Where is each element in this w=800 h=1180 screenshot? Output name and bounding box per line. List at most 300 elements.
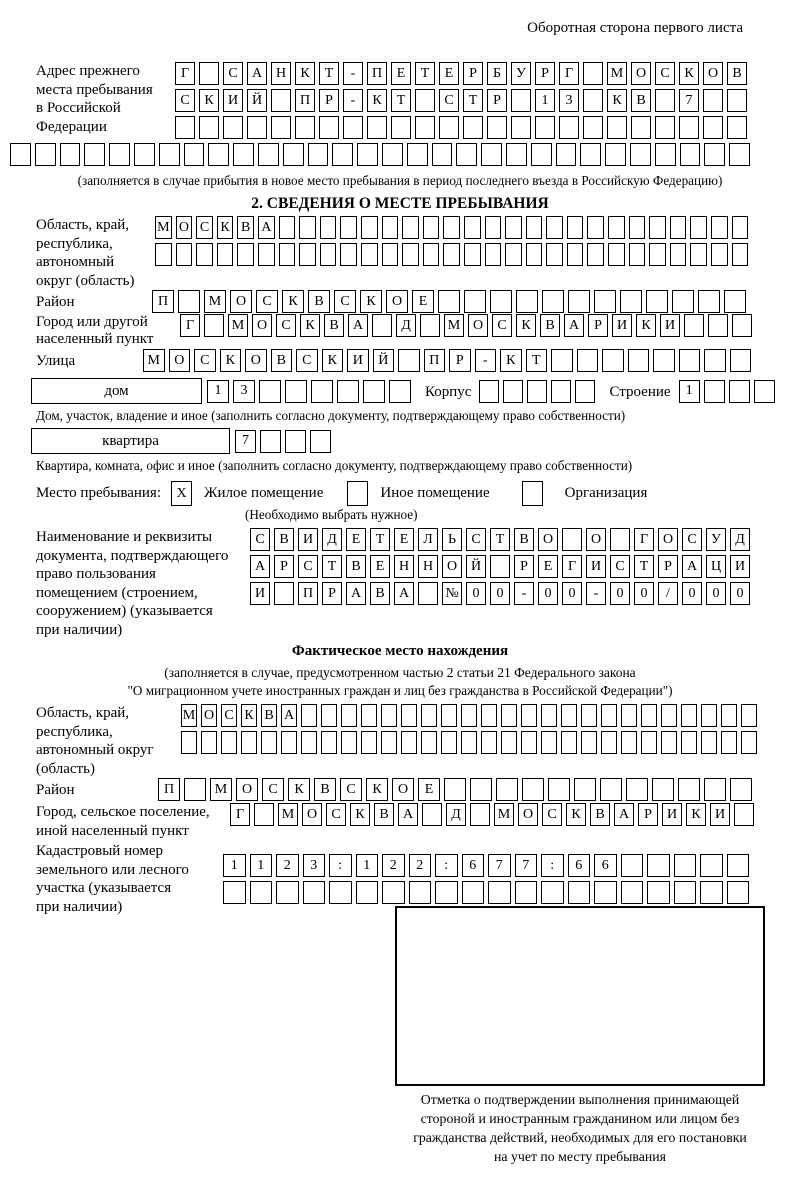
- form-cell[interactable]: [250, 881, 273, 904]
- form-cell[interactable]: Й: [466, 555, 486, 578]
- form-cell[interactable]: [678, 778, 700, 801]
- form-cell[interactable]: О: [230, 290, 252, 313]
- form-cell[interactable]: [653, 349, 675, 372]
- form-cell[interactable]: К: [282, 290, 304, 313]
- form-cell[interactable]: 1: [223, 854, 246, 877]
- form-cell[interactable]: [382, 143, 403, 166]
- form-cell[interactable]: [754, 380, 775, 403]
- form-cell[interactable]: О: [169, 349, 191, 372]
- form-cell[interactable]: [703, 116, 723, 139]
- form-cell[interactable]: [551, 349, 573, 372]
- form-cell[interactable]: [732, 243, 749, 266]
- form-cell[interactable]: П: [298, 582, 318, 605]
- form-cell[interactable]: [700, 854, 723, 877]
- form-cell[interactable]: К: [220, 349, 242, 372]
- form-cell[interactable]: [196, 243, 213, 266]
- form-cell[interactable]: С: [542, 803, 562, 826]
- form-cell[interactable]: О: [468, 314, 488, 337]
- form-cell[interactable]: Б: [487, 62, 507, 85]
- form-cell[interactable]: [260, 430, 281, 453]
- form-cell[interactable]: [646, 290, 668, 313]
- form-cell[interactable]: [730, 778, 752, 801]
- form-cell[interactable]: Р: [535, 62, 555, 85]
- form-cell[interactable]: 1: [356, 854, 379, 877]
- form-cell[interactable]: С: [296, 349, 318, 372]
- form-cell[interactable]: А: [281, 704, 297, 727]
- form-cell[interactable]: С: [223, 62, 243, 85]
- form-cell[interactable]: -: [586, 582, 606, 605]
- form-cell[interactable]: [670, 243, 687, 266]
- form-cell[interactable]: [443, 243, 460, 266]
- form-cell[interactable]: [679, 349, 701, 372]
- form-cell[interactable]: [258, 143, 279, 166]
- form-cell[interactable]: [594, 290, 616, 313]
- form-cell[interactable]: [421, 704, 437, 727]
- form-cell[interactable]: [361, 731, 377, 754]
- form-cell[interactable]: [587, 216, 604, 239]
- form-cell[interactable]: К: [366, 778, 388, 801]
- form-cell[interactable]: [621, 731, 637, 754]
- form-cell[interactable]: [175, 116, 195, 139]
- form-cell[interactable]: [485, 216, 502, 239]
- form-cell[interactable]: [521, 731, 537, 754]
- form-cell[interactable]: [575, 380, 595, 403]
- form-cell[interactable]: [247, 116, 267, 139]
- form-cell[interactable]: П: [158, 778, 180, 801]
- form-cell[interactable]: [470, 778, 492, 801]
- form-cell[interactable]: 2: [382, 854, 405, 877]
- form-cell[interactable]: [237, 243, 254, 266]
- form-cell[interactable]: [401, 731, 417, 754]
- form-cell[interactable]: [159, 143, 180, 166]
- form-cell[interactable]: [438, 290, 460, 313]
- form-cell[interactable]: С: [492, 314, 512, 337]
- form-cell[interactable]: [463, 116, 483, 139]
- form-cell[interactable]: К: [686, 803, 706, 826]
- form-cell[interactable]: [701, 704, 717, 727]
- form-cell[interactable]: Г: [559, 62, 579, 85]
- form-cell[interactable]: [199, 62, 219, 85]
- form-cell[interactable]: [535, 116, 555, 139]
- form-cell[interactable]: С: [682, 528, 702, 551]
- form-cell[interactable]: Т: [526, 349, 548, 372]
- form-cell[interactable]: [727, 116, 747, 139]
- form-cell[interactable]: И: [612, 314, 632, 337]
- form-cell[interactable]: С: [298, 555, 318, 578]
- form-cell[interactable]: 0: [466, 582, 486, 605]
- form-cell[interactable]: [711, 243, 728, 266]
- form-cell[interactable]: [372, 314, 392, 337]
- form-cell[interactable]: [271, 116, 291, 139]
- form-cell[interactable]: Л: [418, 528, 438, 551]
- form-cell[interactable]: [439, 116, 459, 139]
- form-cell[interactable]: [462, 881, 485, 904]
- form-cell[interactable]: К: [217, 216, 234, 239]
- form-cell[interactable]: Р: [638, 803, 658, 826]
- form-cell[interactable]: -: [343, 62, 363, 85]
- form-cell[interactable]: 7: [235, 430, 256, 453]
- form-cell[interactable]: 1: [207, 380, 229, 403]
- form-cell[interactable]: [487, 116, 507, 139]
- form-cell[interactable]: С: [439, 89, 459, 112]
- form-cell[interactable]: [556, 143, 577, 166]
- form-cell[interactable]: [501, 704, 517, 727]
- form-cell[interactable]: [567, 243, 584, 266]
- form-cell[interactable]: А: [614, 803, 634, 826]
- form-cell[interactable]: [363, 380, 385, 403]
- form-cell[interactable]: И: [662, 803, 682, 826]
- form-cell[interactable]: О: [245, 349, 267, 372]
- form-cell[interactable]: 0: [682, 582, 702, 605]
- form-cell[interactable]: О: [442, 555, 462, 578]
- form-cell[interactable]: [320, 216, 337, 239]
- form-cell[interactable]: С: [175, 89, 195, 112]
- form-cell[interactable]: [655, 89, 675, 112]
- form-cell[interactable]: Р: [588, 314, 608, 337]
- form-cell[interactable]: [551, 380, 571, 403]
- form-cell[interactable]: №: [442, 582, 462, 605]
- form-cell[interactable]: [217, 243, 234, 266]
- form-cell[interactable]: С: [610, 555, 630, 578]
- form-cell[interactable]: О: [518, 803, 538, 826]
- form-cell[interactable]: [184, 778, 206, 801]
- form-cell[interactable]: [340, 243, 357, 266]
- form-cell[interactable]: [647, 881, 670, 904]
- form-cell[interactable]: [398, 349, 420, 372]
- form-cell[interactable]: [420, 314, 440, 337]
- form-cell[interactable]: Е: [439, 62, 459, 85]
- form-cell[interactable]: С: [334, 290, 356, 313]
- form-cell[interactable]: 6: [462, 854, 485, 877]
- form-cell[interactable]: П: [367, 62, 387, 85]
- form-cell[interactable]: [620, 290, 642, 313]
- form-cell[interactable]: [559, 116, 579, 139]
- form-cell[interactable]: 1: [535, 89, 555, 112]
- form-cell[interactable]: [605, 143, 626, 166]
- form-cell[interactable]: [321, 731, 337, 754]
- form-cell[interactable]: Е: [346, 528, 366, 551]
- form-cell[interactable]: С: [262, 778, 284, 801]
- form-cell[interactable]: [490, 555, 510, 578]
- form-cell[interactable]: 7: [679, 89, 699, 112]
- form-cell[interactable]: 7: [515, 854, 538, 877]
- form-cell[interactable]: Р: [658, 555, 678, 578]
- form-cell[interactable]: [134, 143, 155, 166]
- form-cell[interactable]: [661, 704, 677, 727]
- form-cell[interactable]: О: [538, 528, 558, 551]
- form-cell[interactable]: [184, 143, 205, 166]
- form-cell[interactable]: Д: [446, 803, 466, 826]
- form-cell[interactable]: [332, 143, 353, 166]
- form-cell[interactable]: Т: [490, 528, 510, 551]
- form-cell[interactable]: [690, 243, 707, 266]
- form-cell[interactable]: О: [658, 528, 678, 551]
- form-cell[interactable]: -: [343, 89, 363, 112]
- form-cell[interactable]: 6: [594, 854, 617, 877]
- form-cell[interactable]: А: [682, 555, 702, 578]
- form-cell[interactable]: [361, 704, 377, 727]
- form-cell[interactable]: О: [252, 314, 272, 337]
- form-cell[interactable]: М: [210, 778, 232, 801]
- form-cell[interactable]: В: [324, 314, 344, 337]
- form-cell[interactable]: В: [540, 314, 560, 337]
- form-cell[interactable]: Г: [562, 555, 582, 578]
- form-cell[interactable]: Е: [394, 528, 414, 551]
- form-cell[interactable]: [295, 116, 315, 139]
- form-cell[interactable]: Т: [391, 89, 411, 112]
- form-cell[interactable]: [641, 731, 657, 754]
- form-cell[interactable]: [684, 314, 704, 337]
- form-cell[interactable]: В: [631, 89, 651, 112]
- form-cell[interactable]: Й: [247, 89, 267, 112]
- form-cell[interactable]: [587, 243, 604, 266]
- form-cell[interactable]: [35, 143, 56, 166]
- form-cell[interactable]: К: [566, 803, 586, 826]
- form-cell[interactable]: [608, 243, 625, 266]
- form-cell[interactable]: [201, 731, 217, 754]
- form-cell[interactable]: [601, 704, 617, 727]
- form-cell[interactable]: И: [250, 582, 270, 605]
- form-cell[interactable]: [574, 778, 596, 801]
- form-cell[interactable]: [526, 243, 543, 266]
- form-cell[interactable]: [329, 881, 352, 904]
- form-cell[interactable]: А: [394, 582, 414, 605]
- form-cell[interactable]: [60, 143, 81, 166]
- form-cell[interactable]: П: [152, 290, 174, 313]
- form-cell[interactable]: Т: [463, 89, 483, 112]
- form-cell[interactable]: И: [586, 555, 606, 578]
- form-cell[interactable]: [208, 143, 229, 166]
- form-cell[interactable]: /: [658, 582, 678, 605]
- form-cell[interactable]: В: [261, 704, 277, 727]
- form-cell[interactable]: [181, 731, 197, 754]
- form-cell[interactable]: [581, 704, 597, 727]
- form-cell[interactable]: В: [370, 582, 390, 605]
- checkbox-zhiloe[interactable]: X: [171, 481, 192, 506]
- form-cell[interactable]: [581, 731, 597, 754]
- form-cell[interactable]: [320, 243, 337, 266]
- form-cell[interactable]: [607, 116, 627, 139]
- form-cell[interactable]: 0: [634, 582, 654, 605]
- form-cell[interactable]: К: [288, 778, 310, 801]
- form-cell[interactable]: У: [706, 528, 726, 551]
- form-cell[interactable]: М: [204, 290, 226, 313]
- form-cell[interactable]: [389, 380, 411, 403]
- form-cell[interactable]: О: [703, 62, 723, 85]
- form-cell[interactable]: [441, 704, 457, 727]
- form-cell[interactable]: [281, 731, 297, 754]
- form-cell[interactable]: М: [228, 314, 248, 337]
- form-cell[interactable]: [343, 116, 363, 139]
- form-cell[interactable]: [178, 290, 200, 313]
- form-cell[interactable]: [541, 881, 564, 904]
- form-cell[interactable]: У: [511, 62, 531, 85]
- form-cell[interactable]: К: [241, 704, 257, 727]
- form-cell[interactable]: [285, 380, 307, 403]
- form-cell[interactable]: [583, 62, 603, 85]
- form-cell[interactable]: [321, 704, 337, 727]
- form-cell[interactable]: К: [350, 803, 370, 826]
- form-cell[interactable]: [580, 143, 601, 166]
- form-cell[interactable]: [271, 89, 291, 112]
- form-cell[interactable]: О: [176, 216, 193, 239]
- form-cell[interactable]: Е: [412, 290, 434, 313]
- form-cell[interactable]: [310, 430, 331, 453]
- form-cell[interactable]: [661, 731, 677, 754]
- form-cell[interactable]: [567, 216, 584, 239]
- form-cell[interactable]: [526, 216, 543, 239]
- form-cell[interactable]: [708, 314, 728, 337]
- form-cell[interactable]: [274, 582, 294, 605]
- form-cell[interactable]: [704, 778, 726, 801]
- form-cell[interactable]: О: [386, 290, 408, 313]
- form-cell[interactable]: [461, 731, 477, 754]
- form-cell[interactable]: Д: [396, 314, 416, 337]
- form-cell[interactable]: [381, 704, 397, 727]
- form-cell[interactable]: [511, 89, 531, 112]
- form-cell[interactable]: В: [374, 803, 394, 826]
- form-cell[interactable]: [176, 243, 193, 266]
- form-cell[interactable]: Д: [322, 528, 342, 551]
- form-cell[interactable]: [531, 143, 552, 166]
- form-cell[interactable]: Т: [370, 528, 390, 551]
- form-cell[interactable]: [276, 881, 299, 904]
- form-cell[interactable]: [727, 854, 750, 877]
- form-cell[interactable]: [470, 803, 490, 826]
- form-cell[interactable]: 3: [559, 89, 579, 112]
- form-cell[interactable]: К: [516, 314, 536, 337]
- form-cell[interactable]: [679, 116, 699, 139]
- form-cell[interactable]: Р: [514, 555, 534, 578]
- form-cell[interactable]: [357, 143, 378, 166]
- form-cell[interactable]: [730, 349, 752, 372]
- form-cell[interactable]: [391, 116, 411, 139]
- form-cell[interactable]: 0: [562, 582, 582, 605]
- form-cell[interactable]: [441, 731, 457, 754]
- form-cell[interactable]: [721, 704, 737, 727]
- form-cell[interactable]: [652, 778, 674, 801]
- form-cell[interactable]: 0: [730, 582, 750, 605]
- form-cell[interactable]: 3: [233, 380, 255, 403]
- form-cell[interactable]: [600, 778, 622, 801]
- form-cell[interactable]: [501, 731, 517, 754]
- form-cell[interactable]: Е: [391, 62, 411, 85]
- form-cell[interactable]: [356, 881, 379, 904]
- form-cell[interactable]: [577, 349, 599, 372]
- form-cell[interactable]: [649, 216, 666, 239]
- form-cell[interactable]: И: [347, 349, 369, 372]
- form-cell[interactable]: М: [494, 803, 514, 826]
- form-cell[interactable]: [319, 116, 339, 139]
- checkbox-inoe[interactable]: [347, 481, 368, 506]
- form-cell[interactable]: [561, 704, 577, 727]
- form-cell[interactable]: [701, 731, 717, 754]
- form-cell[interactable]: [435, 881, 458, 904]
- form-cell[interactable]: [601, 731, 617, 754]
- form-cell[interactable]: [402, 243, 419, 266]
- form-cell[interactable]: С: [250, 528, 270, 551]
- form-cell[interactable]: [481, 143, 502, 166]
- form-cell[interactable]: С: [340, 778, 362, 801]
- form-cell[interactable]: [490, 290, 512, 313]
- form-cell[interactable]: [407, 143, 428, 166]
- form-cell[interactable]: [254, 803, 274, 826]
- form-cell[interactable]: [361, 216, 378, 239]
- form-cell[interactable]: [703, 89, 723, 112]
- form-cell[interactable]: Г: [175, 62, 195, 85]
- form-cell[interactable]: В: [727, 62, 747, 85]
- form-cell[interactable]: [382, 243, 399, 266]
- form-cell[interactable]: [423, 216, 440, 239]
- form-cell[interactable]: А: [250, 555, 270, 578]
- form-cell[interactable]: И: [660, 314, 680, 337]
- form-cell[interactable]: [621, 881, 644, 904]
- form-cell[interactable]: [340, 216, 357, 239]
- form-cell[interactable]: 6: [568, 854, 591, 877]
- form-cell[interactable]: К: [367, 89, 387, 112]
- form-cell[interactable]: [443, 216, 460, 239]
- form-cell[interactable]: [479, 380, 499, 403]
- form-cell[interactable]: [541, 704, 557, 727]
- form-cell[interactable]: П: [424, 349, 446, 372]
- form-cell[interactable]: К: [199, 89, 219, 112]
- form-cell[interactable]: [628, 349, 650, 372]
- form-cell[interactable]: [527, 380, 547, 403]
- form-cell[interactable]: [461, 704, 477, 727]
- form-cell[interactable]: [681, 731, 697, 754]
- form-cell[interactable]: [674, 881, 697, 904]
- form-cell[interactable]: О: [236, 778, 258, 801]
- form-cell[interactable]: [546, 243, 563, 266]
- form-cell[interactable]: [261, 731, 277, 754]
- checkbox-organizatsiya[interactable]: [522, 481, 543, 506]
- form-cell[interactable]: [548, 778, 570, 801]
- form-cell[interactable]: Т: [319, 62, 339, 85]
- form-cell[interactable]: 0: [538, 582, 558, 605]
- form-cell[interactable]: Ц: [706, 555, 726, 578]
- form-cell[interactable]: :: [435, 854, 458, 877]
- form-cell[interactable]: А: [346, 582, 366, 605]
- form-cell[interactable]: [626, 778, 648, 801]
- form-cell[interactable]: С: [196, 216, 213, 239]
- form-cell[interactable]: [727, 881, 750, 904]
- form-cell[interactable]: [511, 116, 531, 139]
- form-cell[interactable]: [233, 143, 254, 166]
- form-cell[interactable]: В: [590, 803, 610, 826]
- form-cell[interactable]: Т: [634, 555, 654, 578]
- form-cell[interactable]: 0: [610, 582, 630, 605]
- form-cell[interactable]: 1: [679, 380, 700, 403]
- form-cell[interactable]: А: [398, 803, 418, 826]
- form-cell[interactable]: [522, 778, 544, 801]
- form-cell[interactable]: :: [329, 854, 352, 877]
- form-cell[interactable]: [299, 216, 316, 239]
- form-cell[interactable]: [382, 881, 405, 904]
- form-cell[interactable]: Т: [415, 62, 435, 85]
- form-cell[interactable]: [506, 143, 527, 166]
- form-cell[interactable]: [562, 528, 582, 551]
- form-cell[interactable]: [621, 704, 637, 727]
- form-cell[interactable]: 0: [706, 582, 726, 605]
- form-cell[interactable]: В: [237, 216, 254, 239]
- form-cell[interactable]: [610, 528, 630, 551]
- form-cell[interactable]: [602, 349, 624, 372]
- form-cell[interactable]: О: [631, 62, 651, 85]
- form-cell[interactable]: В: [514, 528, 534, 551]
- form-cell[interactable]: М: [181, 704, 197, 727]
- form-cell[interactable]: [741, 731, 757, 754]
- form-cell[interactable]: Р: [322, 582, 342, 605]
